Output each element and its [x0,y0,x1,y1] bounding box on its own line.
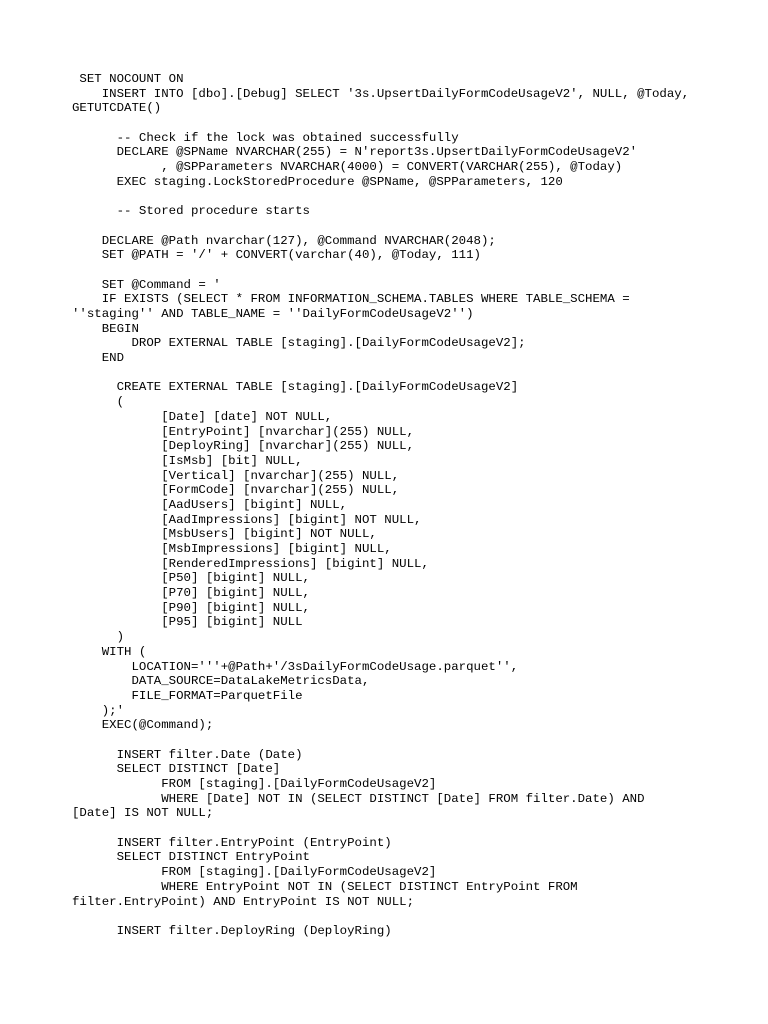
sql-code-block [72,72,712,939]
code-line: [EntryPoint] [nvarchar](255) NULL, [72,424,415,439]
code-line: INSERT filter.DeployRing (DeployRing) [72,923,392,938]
code-line: INSERT filter.EntryPoint (EntryPoint) [72,835,392,850]
code-line: GETUTCDATE() [72,101,162,116]
code-line: DECLARE @SPName NVARCHAR(255) = N'report3s.UpsertDailyFormCodeUsageV2' [72,145,638,160]
code-line: BEGIN [72,321,139,336]
code-line: SELECT DISTINCT [Date] [72,762,281,777]
code-line: [MsbImpressions] [bigint] NULL, [72,542,392,556]
code-line: SELECT DISTINCT EntryPoint [72,850,310,865]
code-line: [FormCode] [nvarchar](255) NULL, [72,483,400,498]
code-line [72,263,712,278]
code-line: INSERT filter.Date (Date) [72,747,303,762]
code-line: CREATE EXTERNAL TABLE [staging].[DailyFormCodeUsageV2] [72,380,519,395]
code-line: ''staging'' AND TABLE_NAME = ''DailyFormCodeUsageV2'') [72,307,474,321]
code-line: [RenderedImpressions] [bigint] NULL, [72,556,429,571]
code-line: [P70] [bigint] NULL, [72,586,310,601]
code-line: ) [72,630,125,645]
code-line: FILE_FORMAT=ParquetFile [72,688,303,703]
code-line: ( [72,395,125,410]
code-line: );' [72,703,125,718]
code-line: LOCATION='''+@Path+'/3sDailyFormCodeUsage.parquet'', [72,659,519,674]
code-line [72,219,712,234]
code-line: IF EXISTS (SELECT * FROM INFORMATION_SCHEMA.TABLES WHERE TABLE_SCHEMA = [72,292,630,307]
code-line: -- Stored procedure starts [72,204,310,219]
code-line: END [72,351,125,366]
code-line: -- Check if the lock was obtained successfully [72,130,459,145]
code-line [72,116,712,131]
code-line: [IsMsb] [bit] NULL, [72,453,303,468]
code-line: [AadUsers] [bigint] NULL, [72,497,348,512]
code-line [72,821,712,836]
code-line: DATA_SOURCE=DataLakeMetricsData, [72,674,370,689]
code-line: SET NOCOUNT ON [72,72,184,86]
code-line: FROM [staging].[DailyFormCodeUsageV2] [72,777,437,791]
code-line: [AadImpressions] [bigint] NOT NULL, [72,512,422,527]
code-line: [P90] [bigint] NULL, [72,600,310,615]
code-line: [Date] [date] NOT NULL, [72,409,333,424]
code-line: DECLARE @Path nvarchar(127), @Command NVARCHAR(2048); [72,233,496,248]
code-line [72,366,712,381]
code-line: SET @PATH = '/' + CONVERT(varchar(40), @Today, 111) [72,248,481,263]
code-line: [P95] [bigint] NULL [72,615,303,630]
code-line [72,733,712,748]
code-line: [Date] IS NOT NULL; [72,806,214,821]
code-line: INSERT INTO [dbo].[Debug] SELECT '3s.UpsertDailyFormCodeUsageV2', NULL, @Today, [72,86,690,101]
code-line: FROM [staging].[DailyFormCodeUsageV2] [72,865,437,880]
code-line [72,909,712,924]
code-line: DROP EXTERNAL TABLE [staging].[DailyFormCodeUsageV2]; [72,336,526,351]
code-line: WHERE [Date] NOT IN (SELECT DISTINCT [Date] FROM filter.Date) AND [72,791,645,806]
code-line: EXEC(@Command); [72,718,214,733]
code-line: [MsbUsers] [bigint] NOT NULL, [72,527,377,542]
code-line: SET @Command = ' [72,277,221,292]
code-line: [P50] [bigint] NULL, [72,571,310,586]
code-line: , @SPParameters NVARCHAR(4000) = CONVERT(VARCHAR(255), @Today) [72,160,623,175]
code-line: [Vertical] [nvarchar](255) NULL, [72,468,400,483]
code-line: EXEC staging.LockStoredProcedure @SPName, @SPParameters, 120 [72,174,563,189]
code-line: WHERE EntryPoint NOT IN (SELECT DISTINCT EntryPoint FROM [72,879,578,894]
code-line [72,190,712,205]
code-line: WITH ( [72,644,147,659]
code-line: [DeployRing] [nvarchar](255) NULL, [72,439,415,454]
code-line: filter.EntryPoint) AND EntryPoint IS NOT NULL; [72,894,415,909]
